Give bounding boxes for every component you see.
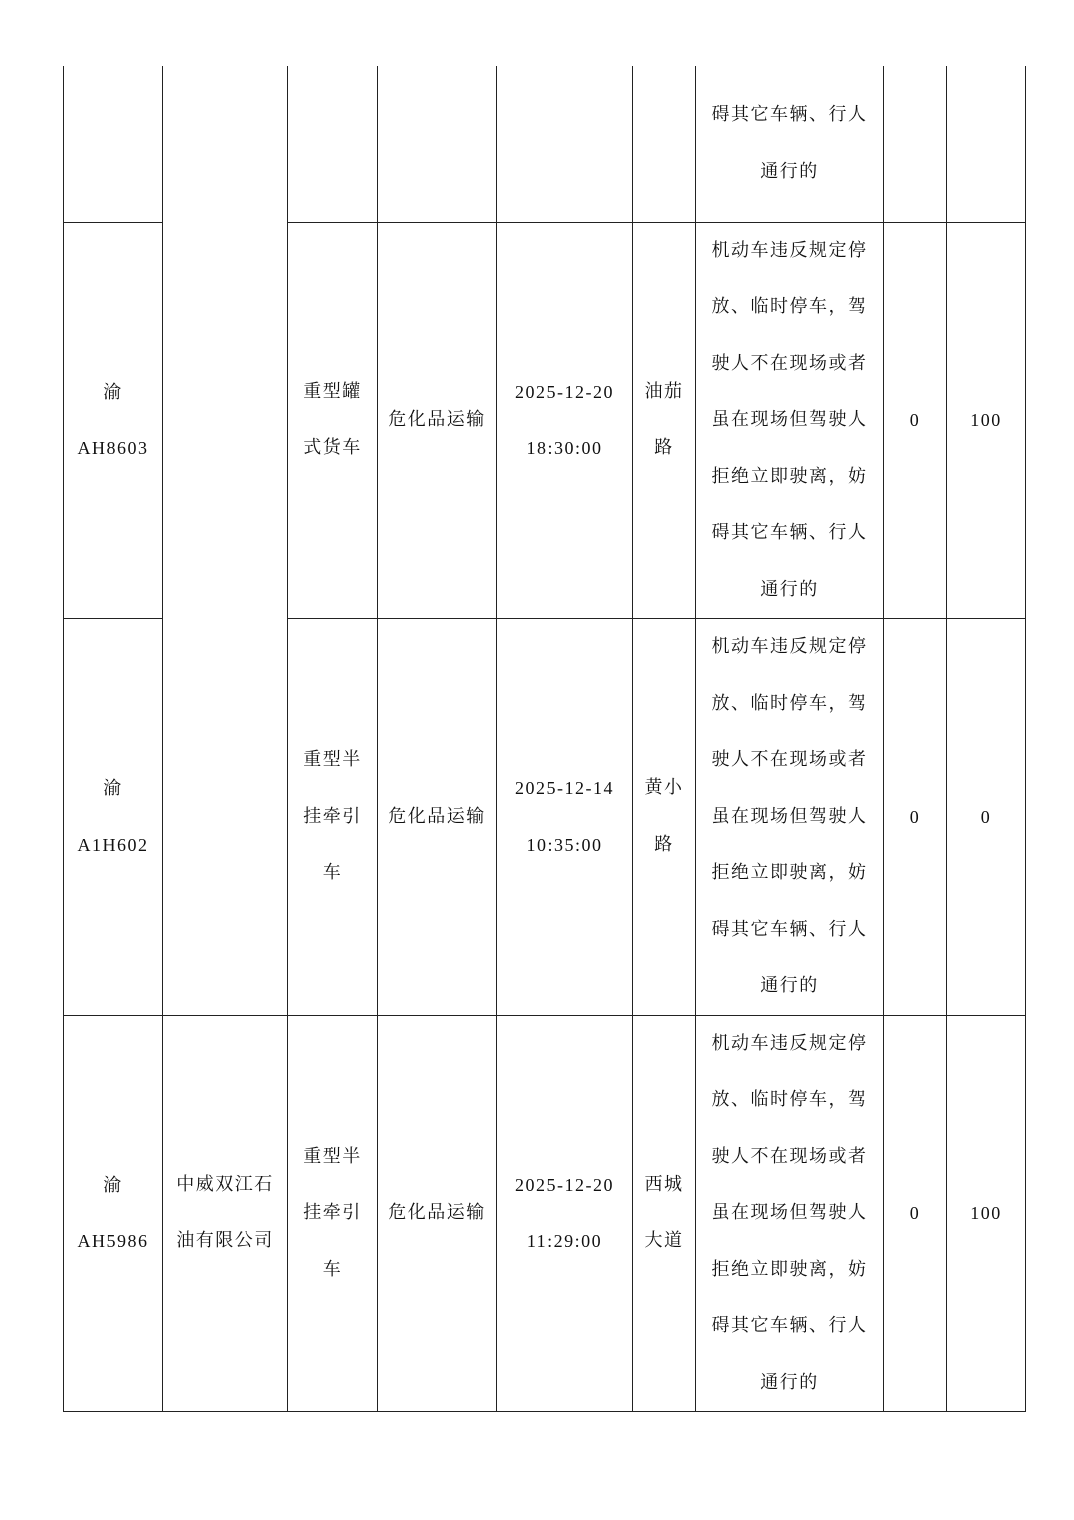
vehicle-type-cell: 重型半 挂牵引 车 (288, 619, 378, 1016)
usage-cell (378, 66, 497, 222)
location-cell: 油茄 路 (633, 222, 696, 619)
points-cell: 0 (884, 222, 947, 619)
vehicle-type-cell (288, 66, 378, 222)
reason-cell: 机动车违反规定停 放、临时停车，驾 驶人不在现场或者 虽在现场但驾驶人 拒绝立即驶离，妨 碍其它车辆、行人 通行的 (696, 222, 884, 619)
plate-cell: 渝 AH8603 (64, 222, 163, 619)
fine-cell: 100 (947, 222, 1026, 619)
datetime-cell: 2025-12-20 18:30:00 (497, 222, 633, 619)
violations-table (63, 66, 1026, 1412)
datetime-cell: 2025-12-14 10:35:00 (497, 619, 633, 1016)
usage-cell: 危化品运输 (378, 619, 497, 1016)
location-cell (633, 66, 696, 222)
reason-cell: 机动车违反规定停 放、临时停车，驾 驶人不在现场或者 虽在现场但驾驶人 拒绝立即驶离，妨 碍其它车辆、行人 通行的 (696, 1015, 884, 1412)
table-row-continued (64, 66, 1026, 222)
reason-cell: 碍其它车辆、行人 通行的 (696, 66, 884, 222)
vehicle-type-cell: 重型半 挂牵引 车 (288, 1015, 378, 1412)
points-cell: 0 (884, 1015, 947, 1412)
location-cell: 黄小 路 (633, 619, 696, 1016)
datetime-cell: 2025-12-20 11:29:00 (497, 1015, 633, 1412)
location-cell: 西城 大道 (633, 1015, 696, 1412)
fine-cell (947, 66, 1026, 222)
fine-cell: 100 (947, 1015, 1026, 1412)
points-cell (884, 66, 947, 222)
datetime-cell (497, 66, 633, 222)
table-row (64, 1015, 1026, 1412)
usage-cell: 危化品运输 (378, 222, 497, 619)
reason-cell: 机动车违反规定停 放、临时停车，驾 驶人不在现场或者 虽在现场但驾驶人 拒绝立即驶离，妨 碍其它车辆、行人 通行的 (696, 619, 884, 1016)
fine-cell: 0 (947, 619, 1026, 1016)
company-cell: 中威双江石 油有限公司 (163, 1015, 288, 1412)
plate-cell (64, 66, 163, 222)
usage-cell: 危化品运输 (378, 1015, 497, 1412)
plate-cell: 渝 AH5986 (64, 1015, 163, 1412)
points-cell: 0 (884, 619, 947, 1016)
plate-cell: 渝 A1H602 (64, 619, 163, 1016)
company-cell-merged (163, 66, 288, 1015)
vehicle-type-cell: 重型罐 式货车 (288, 222, 378, 619)
